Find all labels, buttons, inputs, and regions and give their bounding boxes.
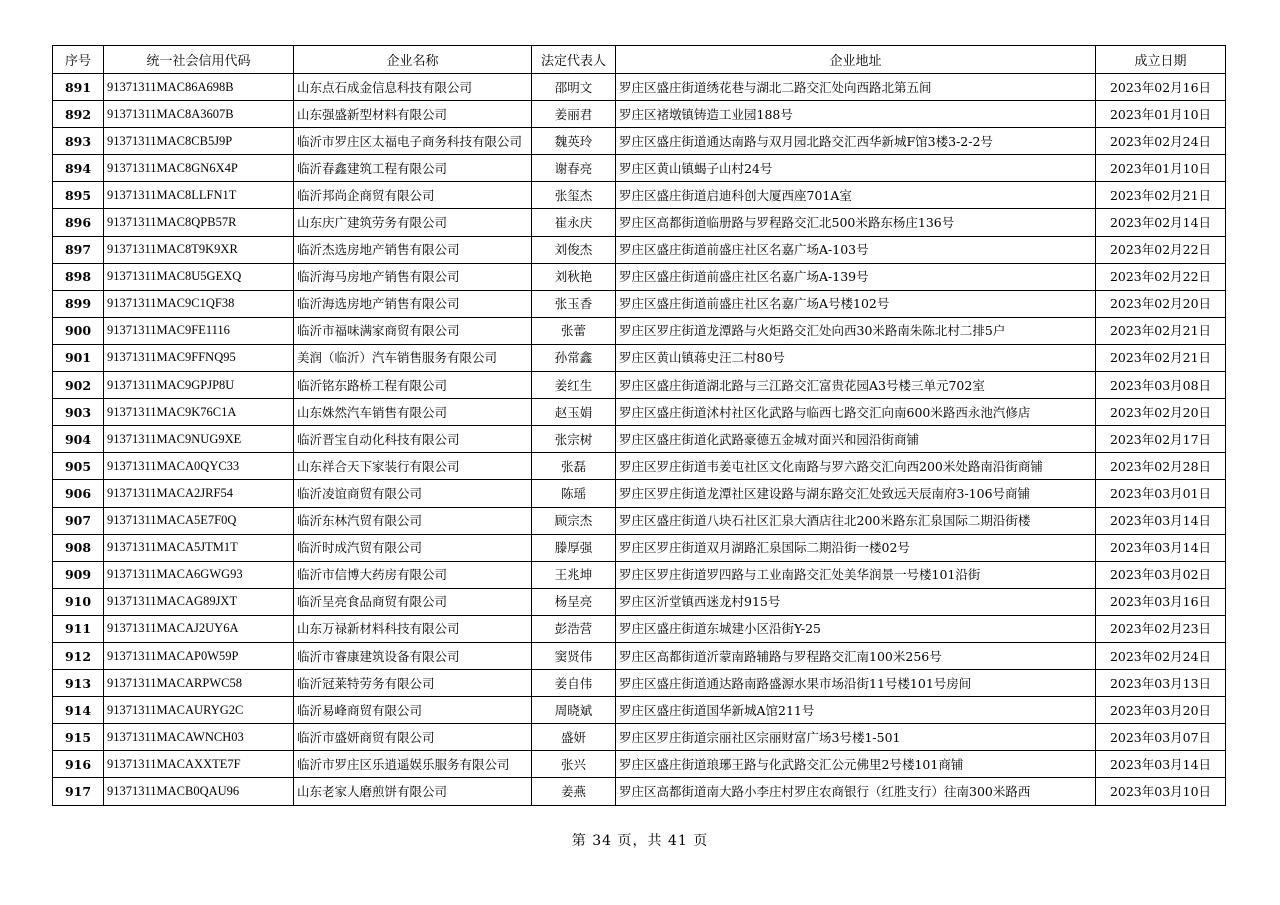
cell-seq: 903 xyxy=(53,399,104,426)
cell-seq: 900 xyxy=(53,317,104,344)
table-row xyxy=(53,534,1226,561)
table-row xyxy=(53,561,1226,588)
cell-addr: 罗庄区盛庄街道化武路豪德五金城对面兴和园沿街商铺 xyxy=(616,426,1096,453)
cell-code: 91371311MAC9FE1116 xyxy=(104,317,294,344)
cell-seq: 904 xyxy=(53,426,104,453)
cell-name: 临沂易峰商贸有限公司 xyxy=(294,697,532,724)
cell-seq: 912 xyxy=(53,642,104,669)
table-row xyxy=(53,697,1226,724)
cell-code: 91371311MACARPWC58 xyxy=(104,670,294,697)
cell-date: 2023年02月22日 xyxy=(1096,236,1226,263)
cell-addr-text: 罗庄区罗庄街道龙潭社区建设路与湖东路交汇处致远天辰南府3-106号商铺 xyxy=(619,486,1031,500)
cell-rep: 张玺杰 xyxy=(532,182,616,209)
cell-addr: 罗庄区沂堂镇西迷龙村915号 xyxy=(616,588,1096,615)
cell-name xyxy=(294,751,532,778)
cell-name: 临沂凌谊商贸有限公司 xyxy=(294,480,532,507)
cell-name: 临沂市睿康建筑设备有限公司 xyxy=(294,642,532,669)
header-addr: 企业地址 xyxy=(616,46,1096,74)
cell-date: 2023年02月20日 xyxy=(1096,399,1226,426)
cell-seq: 914 xyxy=(53,697,104,724)
table-row xyxy=(53,588,1226,615)
cell-date: 2023年02月21日 xyxy=(1096,182,1226,209)
cell-addr: 罗庄区黄山镇蒋史汪二村80号 xyxy=(616,344,1096,371)
cell-code: 91371311MACA6GWG93 xyxy=(104,561,294,588)
cell-seq: 902 xyxy=(53,372,104,399)
cell-name: 临沂市盛妍商贸有限公司 xyxy=(294,724,532,751)
cell-rep: 邵明文 xyxy=(532,74,616,101)
cell-seq: 907 xyxy=(53,507,104,534)
cell-code: 91371311MAC86A698B xyxy=(104,74,294,101)
cell-date: 2023年03月10日 xyxy=(1096,778,1226,805)
cell-date: 2023年02月20日 xyxy=(1096,290,1226,317)
cell-date: 2023年03月07日 xyxy=(1096,724,1226,751)
cell-code: 91371311MACA0QYC33 xyxy=(104,453,294,480)
cell-date: 2023年02月14日 xyxy=(1096,209,1226,236)
cell-date: 2023年03月13日 xyxy=(1096,670,1226,697)
cell-rep: 张宗树 xyxy=(532,426,616,453)
cell-addr: 罗庄区盛庄街道前盛庄社区名嘉广场A号楼102号 xyxy=(616,290,1096,317)
table-row xyxy=(53,453,1226,480)
cell-date: 2023年02月16日 xyxy=(1096,74,1226,101)
cell-name: 山东庆广建筑劳务有限公司 xyxy=(294,209,532,236)
header-rep: 法定代表人 xyxy=(532,46,616,74)
cell-date: 2023年01月10日 xyxy=(1096,155,1226,182)
cell-addr xyxy=(616,453,1096,480)
cell-addr: 罗庄区高都街道临册路与罗程路交汇北500米路东杨庄136号 xyxy=(616,209,1096,236)
cell-rep: 陈瑶 xyxy=(532,480,616,507)
cell-rep: 孙常鑫 xyxy=(532,344,616,371)
cell-seq: 905 xyxy=(53,453,104,480)
cell-addr xyxy=(616,778,1096,805)
cell-date: 2023年03月01日 xyxy=(1096,480,1226,507)
cell-code: 91371311MAC9GPJP8U xyxy=(104,372,294,399)
cell-seq: 899 xyxy=(53,290,104,317)
cell-code: 91371311MACAURYG2C xyxy=(104,697,294,724)
cell-name: 临沂东林汽贸有限公司 xyxy=(294,507,532,534)
cell-rep: 张兴 xyxy=(532,751,616,778)
cell-rep: 崔永庆 xyxy=(532,209,616,236)
cell-name xyxy=(294,344,532,371)
cell-code: 91371311MACAWNCH03 xyxy=(104,724,294,751)
cell-addr: 罗庄区盛庄街道通达路南路盛源水果市场沿街11号楼101号房间 xyxy=(616,670,1096,697)
cell-addr: 罗庄区盛庄街道湖北路与三江路交汇富贵花园A3号楼三单元702室 xyxy=(616,372,1096,399)
cell-date: 2023年01月10日 xyxy=(1096,101,1226,128)
cell-date: 2023年03月20日 xyxy=(1096,697,1226,724)
table-row xyxy=(53,751,1226,778)
cell-seq: 893 xyxy=(53,128,104,155)
header-row xyxy=(53,46,1226,74)
cell-seq: 911 xyxy=(53,615,104,642)
cell-rep: 张蕾 xyxy=(532,317,616,344)
cell-rep: 姜自伟 xyxy=(532,670,616,697)
cell-name: 临沂市信博大药房有限公司 xyxy=(294,561,532,588)
cell-addr: 罗庄区盛庄街道东城建小区沿街Y-25 xyxy=(616,615,1096,642)
cell-seq: 915 xyxy=(53,724,104,751)
table-row xyxy=(53,399,1226,426)
cell-rep: 窦贤伟 xyxy=(532,642,616,669)
cell-addr xyxy=(616,399,1096,426)
cell-seq: 916 xyxy=(53,751,104,778)
cell-code: 91371311MAC8QPB57R xyxy=(104,209,294,236)
cell-name: 临沂冠莱特劳务有限公司 xyxy=(294,670,532,697)
cell-name: 山东祥合天下家装行有限公司 xyxy=(294,453,532,480)
table-row xyxy=(53,778,1226,805)
cell-seq: 896 xyxy=(53,209,104,236)
cell-date: 2023年03月14日 xyxy=(1096,534,1226,561)
cell-code: 91371311MACAP0W59P xyxy=(104,642,294,669)
cell-seq: 913 xyxy=(53,670,104,697)
cell-date: 2023年03月08日 xyxy=(1096,372,1226,399)
cell-addr xyxy=(616,507,1096,534)
cell-name: 山东姝然汽车销售有限公司 xyxy=(294,399,532,426)
cell-date: 2023年03月14日 xyxy=(1096,751,1226,778)
cell-name: 临沂市福味满家商贸有限公司 xyxy=(294,317,532,344)
cell-addr: 罗庄区罗庄街道双月湖路汇泉国际二期沿街一楼02号 xyxy=(616,534,1096,561)
cell-rep: 张磊 xyxy=(532,453,616,480)
cell-rep: 姜燕 xyxy=(532,778,616,805)
cell-name: 临沂呈亮食品商贸有限公司 xyxy=(294,588,532,615)
cell-seq: 894 xyxy=(53,155,104,182)
cell-addr-text: 罗庄区罗庄街道韦姜屯社区文化南路与罗六路交汇向西200米处路南沿街商铺 xyxy=(619,459,1043,473)
cell-date: 2023年02月24日 xyxy=(1096,642,1226,669)
cell-rep: 姜红生 xyxy=(532,372,616,399)
cell-name-text: 临沂市罗庄区乐逍遥娱乐服务有限公司 xyxy=(297,757,510,771)
cell-seq: 891 xyxy=(53,74,104,101)
cell-rep: 张玉香 xyxy=(532,290,616,317)
cell-addr: 罗庄区盛庄街道前盛庄社区名嘉广场A-103号 xyxy=(616,236,1096,263)
cell-addr: 罗庄区褚墩镇铸造工业园188号 xyxy=(616,101,1096,128)
table-row xyxy=(53,344,1226,371)
cell-name: 山东强盛新型材料有限公司 xyxy=(294,101,532,128)
cell-rep: 刘俊杰 xyxy=(532,236,616,263)
enterprise-table xyxy=(52,45,1226,806)
cell-seq: 906 xyxy=(53,480,104,507)
table-row xyxy=(53,155,1226,182)
table-row xyxy=(53,507,1226,534)
cell-rep: 彭浩营 xyxy=(532,615,616,642)
cell-seq: 917 xyxy=(53,778,104,805)
table-row xyxy=(53,101,1226,128)
cell-name: 山东点石成金信息科技有限公司 xyxy=(294,74,532,101)
cell-date: 2023年02月28日 xyxy=(1096,453,1226,480)
cell-rep: 顾宗杰 xyxy=(532,507,616,534)
cell-name: 临沂春鑫建筑工程有限公司 xyxy=(294,155,532,182)
cell-date: 2023年02月23日 xyxy=(1096,615,1226,642)
cell-name: 临沂邦尚企商贸有限公司 xyxy=(294,182,532,209)
cell-addr: 罗庄区盛庄街道琅琊王路与化武路交汇公元佛里2号楼101商铺 xyxy=(616,751,1096,778)
cell-rep: 刘秋艳 xyxy=(532,263,616,290)
cell-name-text: 临沂市罗庄区太福电子商务科技有限公司 xyxy=(297,134,523,148)
cell-name: 临沂杰选房地产销售有限公司 xyxy=(294,236,532,263)
cell-code: 91371311MAC8U5GEXQ xyxy=(104,263,294,290)
cell-name-text: 美润（临沂）汽车销售服务有限公司 xyxy=(297,351,498,365)
cell-date: 2023年02月21日 xyxy=(1096,317,1226,344)
cell-code: 91371311MAC8T9K9XR xyxy=(104,236,294,263)
cell-seq: 892 xyxy=(53,101,104,128)
cell-code: 91371311MAC9K76C1A xyxy=(104,399,294,426)
cell-name: 临沂铭东路桥工程有限公司 xyxy=(294,372,532,399)
cell-rep: 赵玉娟 xyxy=(532,399,616,426)
cell-code: 91371311MACB0QAU96 xyxy=(104,778,294,805)
cell-rep: 王兆坤 xyxy=(532,561,616,588)
table-row xyxy=(53,74,1226,101)
cell-code: 91371311MAC9FFNQ95 xyxy=(104,344,294,371)
table-row xyxy=(53,128,1226,155)
cell-name: 临沂海选房地产销售有限公司 xyxy=(294,290,532,317)
cell-rep: 杨呈亮 xyxy=(532,588,616,615)
cell-rep: 姜丽君 xyxy=(532,101,616,128)
cell-name: 山东万禄新材料科技有限公司 xyxy=(294,615,532,642)
cell-date: 2023年02月22日 xyxy=(1096,263,1226,290)
cell-code: 91371311MACAJ2UY6A xyxy=(104,615,294,642)
cell-rep: 魏英玲 xyxy=(532,128,616,155)
cell-seq: 897 xyxy=(53,236,104,263)
cell-name: 临沂时成汽贸有限公司 xyxy=(294,534,532,561)
table-row xyxy=(53,642,1226,669)
cell-code: 91371311MAC8GN6X4P xyxy=(104,155,294,182)
header-date: 成立日期 xyxy=(1096,46,1226,74)
cell-code: 91371311MACA5JTM1T xyxy=(104,534,294,561)
cell-date: 2023年03月02日 xyxy=(1096,561,1226,588)
table-row xyxy=(53,724,1226,751)
table-row xyxy=(53,670,1226,697)
cell-code: 91371311MACAG89JXT xyxy=(104,588,294,615)
cell-addr: 罗庄区罗庄街道宗丽社区宗丽财富广场3号楼1-501 xyxy=(616,724,1096,751)
cell-addr-text: 罗庄区盛庄街道沭村社区化武路与临西七路交汇向南600米路西永池汽修店 xyxy=(619,405,1031,419)
cell-addr: 罗庄区盛庄街道前盛庄社区名嘉广场A-139号 xyxy=(616,263,1096,290)
table-row xyxy=(53,615,1226,642)
cell-name xyxy=(294,128,532,155)
table-row xyxy=(53,317,1226,344)
cell-addr: 罗庄区黄山镇蝎子山村24号 xyxy=(616,155,1096,182)
cell-rep: 滕厚强 xyxy=(532,534,616,561)
table-row xyxy=(53,236,1226,263)
cell-seq: 908 xyxy=(53,534,104,561)
cell-code: 91371311MACA2JRF54 xyxy=(104,480,294,507)
cell-name: 临沂海马房地产销售有限公司 xyxy=(294,263,532,290)
cell-name: 临沂晋宝自动化科技有限公司 xyxy=(294,426,532,453)
cell-addr: 罗庄区盛庄街道通达南路与双月园北路交汇西华新城F馆3楼3-2-2号 xyxy=(616,128,1096,155)
cell-seq: 910 xyxy=(53,588,104,615)
cell-addr: 罗庄区罗庄街道龙潭路与火炬路交汇处向西30米路南朱陈北村二排5户 xyxy=(616,317,1096,344)
cell-addr: 罗庄区盛庄街道启迪科创大厦西座701A室 xyxy=(616,182,1096,209)
cell-addr-text: 罗庄区高都街道南大路小李庄村罗庄农商银行（红胜支行）往南300米路西 xyxy=(619,784,1031,798)
cell-addr: 罗庄区盛庄街道绣花巷与湖北二路交汇处向西路北第五间 xyxy=(616,74,1096,101)
cell-rep: 谢春亮 xyxy=(532,155,616,182)
cell-date: 2023年03月16日 xyxy=(1096,588,1226,615)
cell-addr: 罗庄区高都街道沂蒙南路辅路与罗程路交汇南100米256号 xyxy=(616,642,1096,669)
cell-code: 91371311MAC9NUG9XE xyxy=(104,426,294,453)
cell-code: 91371311MAC8CB5J9P xyxy=(104,128,294,155)
cell-code: 91371311MAC9C1QF38 xyxy=(104,290,294,317)
cell-date: 2023年02月17日 xyxy=(1096,426,1226,453)
page-footer: 第 34 页，共 41 页 xyxy=(571,833,709,849)
cell-seq: 895 xyxy=(53,182,104,209)
cell-rep: 盛妍 xyxy=(532,724,616,751)
cell-addr: 罗庄区罗庄街道罗四路与工业南路交汇处美华润景一号楼101沿街 xyxy=(616,561,1096,588)
cell-date: 2023年02月21日 xyxy=(1096,344,1226,371)
table-row xyxy=(53,480,1226,507)
cell-code: 91371311MACAXXTE7F xyxy=(104,751,294,778)
cell-code: 91371311MAC8LLFN1T xyxy=(104,182,294,209)
cell-seq: 901 xyxy=(53,344,104,371)
cell-date: 2023年03月14日 xyxy=(1096,507,1226,534)
cell-addr xyxy=(616,480,1096,507)
cell-seq: 909 xyxy=(53,561,104,588)
header-name: 企业名称 xyxy=(294,46,532,74)
cell-name: 山东老家人磨煎饼有限公司 xyxy=(294,778,532,805)
cell-code: 91371311MACA5E7F0Q xyxy=(104,507,294,534)
table-row xyxy=(53,182,1226,209)
table-row xyxy=(53,426,1226,453)
table-row xyxy=(53,372,1226,399)
table-row xyxy=(53,263,1226,290)
cell-addr: 罗庄区盛庄街道国华新城A馆211号 xyxy=(616,697,1096,724)
cell-date: 2023年02月24日 xyxy=(1096,128,1226,155)
cell-rep: 周晓斌 xyxy=(532,697,616,724)
header-seq: 序号 xyxy=(53,46,104,74)
table-row xyxy=(53,290,1226,317)
header-code: 统一社会信用代码 xyxy=(104,46,294,74)
cell-code: 91371311MAC8A3607B xyxy=(104,101,294,128)
cell-seq: 898 xyxy=(53,263,104,290)
cell-addr-text: 罗庄区盛庄街道八块石社区汇泉大酒店往北200米路东汇泉国际二期沿街楼 xyxy=(619,514,1031,528)
table-row xyxy=(53,209,1226,236)
